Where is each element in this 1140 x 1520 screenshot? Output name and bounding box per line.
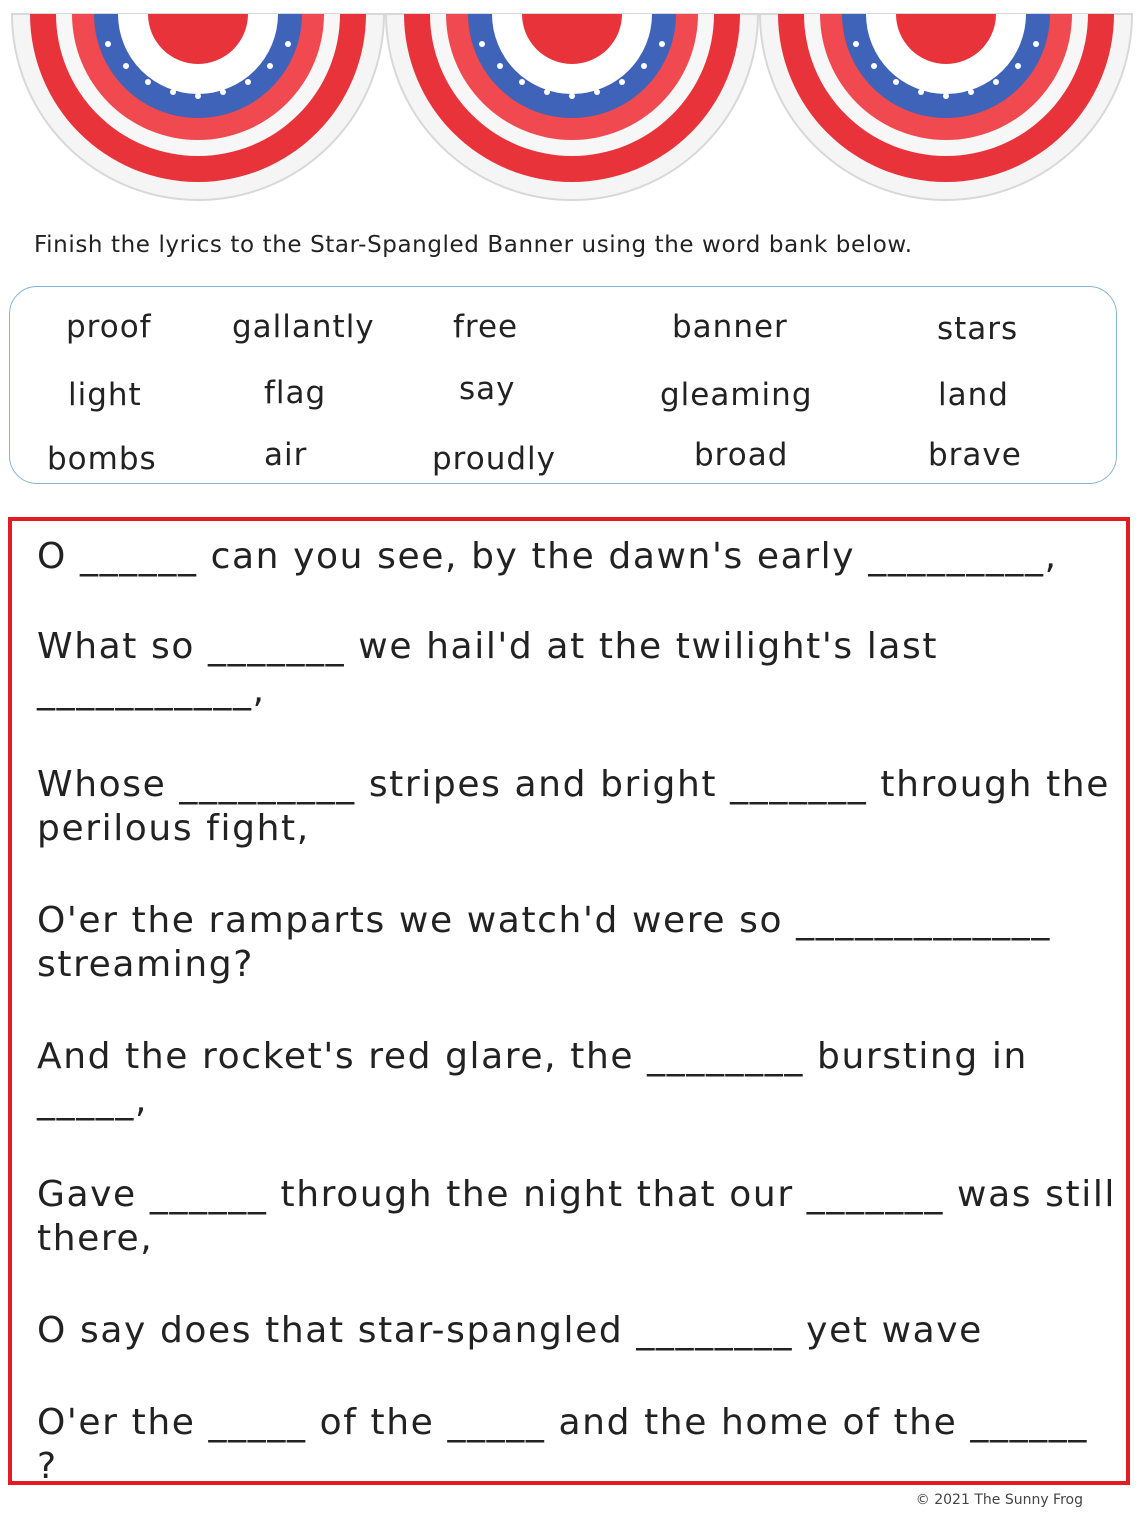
word-bank-item: brave bbox=[928, 437, 1022, 473]
lyric-line: O say does that star-spangled ________ yet wave bbox=[37, 1310, 983, 1351]
word-bank-item: proudly bbox=[432, 441, 556, 477]
patriotic-bunting-icon bbox=[386, 14, 758, 200]
lyric-line: Gave ______ through the night that our _______ was still there, bbox=[37, 1174, 1117, 1259]
lyrics-box bbox=[8, 517, 1130, 1485]
word-bank-item: flag bbox=[264, 375, 327, 411]
bunting-row bbox=[0, 0, 1140, 210]
lyric-line: O'er the _____ of the _____ and the home of the ______ ? bbox=[37, 1402, 1088, 1487]
word-bank-item: bombs bbox=[47, 441, 157, 477]
word-bank-item: proof bbox=[66, 309, 152, 345]
copyright-text: © 2021 The Sunny Frog bbox=[915, 1492, 1083, 1508]
bunting-middle bbox=[382, 4, 762, 209]
word-bank-item: broad bbox=[694, 437, 789, 473]
word-bank-item: banner bbox=[672, 309, 788, 345]
bunting-right bbox=[756, 4, 1136, 209]
word-bank-item: light bbox=[68, 377, 142, 413]
patriotic-bunting-icon bbox=[12, 14, 384, 200]
word-bank-item: gleaming bbox=[660, 377, 813, 413]
patriotic-bunting-icon bbox=[760, 14, 1132, 200]
lyric-line: And the rocket's red glare, the ________ bursting in _____, bbox=[37, 1036, 1028, 1121]
word-bank-item: air bbox=[264, 437, 308, 473]
word-bank bbox=[9, 286, 1117, 484]
word-bank-item: free bbox=[453, 309, 519, 345]
word-bank-item: gallantly bbox=[232, 309, 375, 345]
word-bank-item: land bbox=[938, 377, 1009, 413]
lyric-line: O ______ can you see, by the dawn's early _________, bbox=[37, 536, 1058, 577]
lyric-line: O'er the ramparts we watch'd were so _____________ streaming? bbox=[37, 900, 1051, 985]
lyric-line: Whose _________ stripes and bright _______ through the perilous fight, bbox=[37, 764, 1110, 849]
bunting-left bbox=[8, 4, 388, 209]
instructions-text: Finish the lyrics to the Star-Spangled Banner using the word bank below. bbox=[34, 232, 913, 258]
word-bank-item: say bbox=[459, 371, 516, 407]
lyric-line: What so _______ we hail'd at the twilight's last ___________, bbox=[37, 626, 939, 711]
word-bank-item: stars bbox=[937, 311, 1019, 347]
